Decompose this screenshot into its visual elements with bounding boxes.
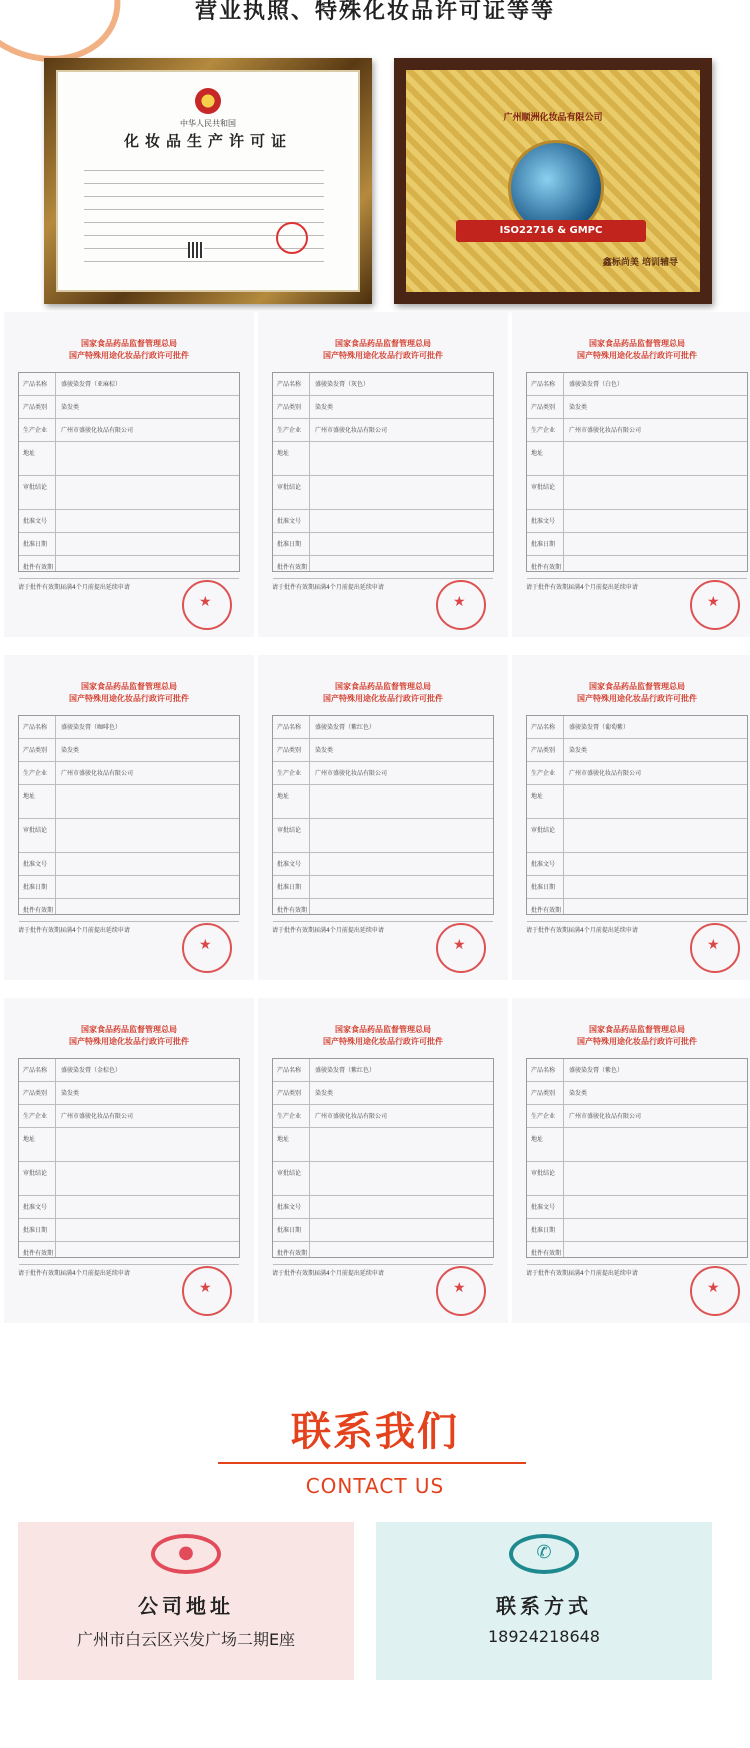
permit-subheading: 国产特殊用途化妆品行政许可批件 [577,351,697,360]
red-seal-icon [182,580,232,630]
permit-row [19,716,239,739]
permit-row [527,1105,747,1128]
permit-row-value: 盛骏染发膏（白色） [569,381,624,388]
permit-row-label: 产品名称 [531,724,556,731]
permit-row-label: 批准文号 [23,861,48,868]
permit-row [527,819,747,853]
permit-row [19,899,239,922]
license-subtitle: 中华人民共和国 [180,119,236,128]
permit-heading: 国家食品药品监督管理总局 [81,682,177,691]
permit-row-label: 地址 [531,1136,544,1143]
red-seal-icon [182,923,232,973]
permit-row [273,762,493,785]
phone-card [376,1522,712,1680]
permit-footer: 请于批件有效期届满4个月前提出延续申请 [272,584,384,591]
permit-row [19,876,239,899]
permit-heading: 国家食品药品监督管理总局 [81,339,177,348]
permit-row [273,396,493,419]
permit-row-label: 产品类别 [23,1090,48,1097]
permit-row [273,739,493,762]
permit-row-label: 产品类别 [23,747,48,754]
permit-row-label: 批准日期 [23,541,48,548]
permit-row-label: 审批结论 [23,827,48,834]
permit-row-label: 地址 [23,450,36,457]
permit-row-label: 生产企业 [23,1113,48,1120]
permit-row-label: 审批结论 [23,484,48,491]
permit-row [273,1128,493,1162]
permit-row [527,556,747,579]
permit-row [273,556,493,579]
permit-row-value: 染发类 [61,1090,80,1097]
address-value: 广州市白云区兴发广场二期E座 [76,1630,296,1649]
red-seal-icon [436,580,486,630]
permit-row-label: 批件有效期 [531,564,562,571]
permit-row [19,510,239,533]
permit-row [19,819,239,853]
license-title: 化妆品生产许可证 [123,132,292,150]
permit-row-label: 地址 [531,793,544,800]
permit-row [19,1128,239,1162]
permit-row [273,533,493,556]
permit-row [19,1219,239,1242]
permit-table [18,715,240,915]
permit-row [19,373,239,396]
plaque-ribbon: ISO22716 & GMPC [456,220,646,242]
permit-row-value: 盛骏染发膏（灰色） [315,381,370,388]
permit-row-label: 生产企业 [277,427,302,434]
permit-row-label: 审批结论 [23,1170,48,1177]
national-emblem-icon [195,88,221,114]
permit-row-value: 广州市盛骏化妆品有限公司 [315,1113,388,1120]
permit-row-value: 盛骏染发膏（紫红色） [315,724,376,731]
permit-table [18,372,240,572]
permit-row-value: 盛骏染发膏（紫红色） [315,1067,376,1074]
permit-heading: 国家食品药品监督管理总局 [81,1025,177,1034]
permit-row-value: 染发类 [61,404,80,411]
permit-row-value: 广州市盛骏化妆品有限公司 [61,770,134,777]
permit-row [273,1082,493,1105]
permit-row [273,419,493,442]
permit-row [19,556,239,579]
permit-heading: 国家食品药品监督管理总局 [335,682,431,691]
permit-heading: 国家食品药品监督管理总局 [589,1025,685,1034]
permit-row [273,1162,493,1196]
permit-row-value: 染发类 [569,747,588,754]
red-seal-icon [690,923,740,973]
permit-row [527,1162,747,1196]
permit-row-label: 批件有效期 [531,1250,562,1257]
permit-row-label: 产品名称 [531,381,556,388]
permit-row-value: 染发类 [315,404,334,411]
permit-document [258,312,508,637]
permit-row [19,533,239,556]
contact-subtitle: CONTACT US [305,1474,445,1498]
permit-table [526,715,748,915]
permit-row-label: 批件有效期 [23,1250,54,1257]
permit-row-label: 产品类别 [23,404,48,411]
production-license-frame [44,58,372,304]
permit-heading: 国家食品药品监督管理总局 [589,339,685,348]
permit-row [527,419,747,442]
production-license [56,70,360,292]
permit-row [273,899,493,922]
permit-row-label: 产品类别 [531,1090,556,1097]
permit-row-value: 广州市盛骏化妆品有限公司 [569,427,642,434]
permit-row-value: 染发类 [315,747,334,754]
permit-row [273,1219,493,1242]
phone-value[interactable]: 18924218648 [488,1627,600,1646]
permit-row-label: 批准日期 [531,1227,556,1234]
permit-table [526,372,748,572]
permit-row [527,442,747,476]
phone-label: 联系方式 [496,1594,592,1618]
permit-row-label: 生产企业 [531,427,556,434]
permit-subheading: 国产特殊用途化妆品行政许可批件 [323,351,443,360]
permit-row [273,1242,493,1265]
permit-subheading: 国产特殊用途化妆品行政许可批件 [577,694,697,703]
permit-row [527,853,747,876]
permit-row-label: 产品名称 [277,724,302,731]
permit-row-label: 产品名称 [23,381,48,388]
permit-row-label: 批准日期 [531,884,556,891]
permit-row [527,1219,747,1242]
permit-document [512,312,750,637]
address-card [18,1522,354,1680]
permit-row-value: 染发类 [569,1090,588,1097]
permit-table [272,372,494,572]
permit-table [272,715,494,915]
permit-row [527,533,747,556]
permit-document [4,998,254,1323]
permit-footer: 请于批件有效期届满4个月前提出延续申请 [526,1270,638,1277]
permit-row-value: 盛骏染发膏（紫色） [569,1067,624,1074]
permit-row-label: 批准文号 [277,861,302,868]
permit-row-value: 广州市盛骏化妆品有限公司 [315,427,388,434]
permit-row-label: 批准日期 [277,1227,302,1234]
permit-row [273,1059,493,1082]
permit-row-label: 产品类别 [531,747,556,754]
permit-document [4,312,254,637]
permit-footer: 请于批件有效期届满4个月前提出延续申请 [526,584,638,591]
permit-row-label: 地址 [531,450,544,457]
red-seal-icon [436,923,486,973]
permit-footer: 请于批件有效期届满4个月前提出延续申请 [18,927,130,934]
permit-row-value: 广州市盛骏化妆品有限公司 [569,770,642,777]
permit-document [512,998,750,1323]
permit-footer: 请于批件有效期届满4个月前提出延续申请 [18,1270,130,1277]
permit-row [273,1105,493,1128]
iso-plaque-frame [394,58,712,304]
permit-row [273,853,493,876]
phone-icon: ✆ [509,1534,579,1574]
permit-row-label: 批件有效期 [277,1250,308,1257]
permit-row-value: 染发类 [569,404,588,411]
permit-footer: 请于批件有效期届满4个月前提出延续申请 [526,927,638,934]
permit-subheading: 国产特殊用途化妆品行政许可批件 [577,1037,697,1046]
permit-row-label: 地址 [23,793,36,800]
permit-subheading: 国产特殊用途化妆品行政许可批件 [69,694,189,703]
permit-row-label: 生产企业 [23,770,48,777]
permit-table [526,1058,748,1258]
permit-row [527,739,747,762]
permit-row [19,785,239,819]
permit-document [258,998,508,1323]
permit-row [19,419,239,442]
permit-row [527,1242,747,1265]
permit-row [527,510,747,533]
page-heading: 营业执照、特殊化妆品许可证等等 [194,0,555,24]
permit-row [527,1196,747,1219]
permit-footer: 请于批件有效期届满4个月前提出延续申请 [272,927,384,934]
permit-row-label: 审批结论 [277,484,302,491]
permit-row-label: 批准文号 [531,1204,556,1211]
permit-heading: 国家食品药品监督管理总局 [335,339,431,348]
permit-row-label: 产品名称 [277,381,302,388]
iso-plaque [406,70,700,292]
permit-document [258,655,508,980]
permit-row-label: 生产企业 [277,1113,302,1120]
permit-row-label: 产品类别 [277,404,302,411]
permit-footer: 请于批件有效期届满4个月前提出延续申请 [18,584,130,591]
permit-row [527,716,747,739]
permit-row-label: 产品名称 [531,1067,556,1074]
permit-row-label: 产品类别 [277,747,302,754]
permit-row [19,1082,239,1105]
permit-row [19,1059,239,1082]
permit-subheading: 国产特殊用途化妆品行政许可批件 [323,1037,443,1046]
permit-row [273,876,493,899]
address-label: 公司地址 [138,1594,234,1618]
location-pin-icon: ● [151,1534,221,1574]
permit-document [4,655,254,980]
permit-footer: 请于批件有效期届满4个月前提出延续申请 [272,1270,384,1277]
permit-row-label: 批件有效期 [277,564,308,571]
permit-subheading: 国产特殊用途化妆品行政许可批件 [69,1037,189,1046]
permit-row-value: 染发类 [61,747,80,754]
permit-row-value: 盛骏染发膏（葡萄紫） [569,724,630,731]
permit-row-label: 批准文号 [277,518,302,525]
permit-row [273,785,493,819]
permit-row [527,785,747,819]
permit-row-label: 地址 [277,793,290,800]
permit-row [527,899,747,922]
permit-row [273,510,493,533]
permit-row-label: 生产企业 [531,770,556,777]
permit-row-value: 广州市盛骏化妆品有限公司 [315,770,388,777]
permit-row-label: 生产企业 [277,770,302,777]
permit-row [273,716,493,739]
permit-row [273,442,493,476]
permit-row-label: 批准文号 [23,1204,48,1211]
permit-row-label: 地址 [23,1136,36,1143]
permit-row-value: 广州市盛骏化妆品有限公司 [61,1113,134,1120]
permit-row-label: 产品名称 [277,1067,302,1074]
permit-row [19,1162,239,1196]
permit-row-label: 审批结论 [277,1170,302,1177]
permit-row [527,1082,747,1105]
permit-row [527,876,747,899]
permit-row-label: 产品名称 [23,724,48,731]
plaque-footer: 鑫标尚美 培训辅导 [602,258,678,268]
permit-row-label: 批件有效期 [23,564,54,571]
permit-row [273,373,493,396]
permit-row [273,819,493,853]
permit-row [527,396,747,419]
permit-row [527,1059,747,1082]
permit-row [19,396,239,419]
permit-subheading: 国产特殊用途化妆品行政许可批件 [69,351,189,360]
permit-row-label: 批准日期 [23,884,48,891]
permit-row-label: 审批结论 [531,1170,556,1177]
permit-row [19,442,239,476]
red-seal-icon [690,580,740,630]
red-seal-icon [182,1266,232,1316]
permit-row [527,762,747,785]
permit-row-value: 广州市盛骏化妆品有限公司 [61,427,134,434]
permit-table [18,1058,240,1258]
permit-row-label: 产品类别 [277,1090,302,1097]
permit-row-label: 批件有效期 [531,907,562,914]
permit-row-label: 审批结论 [531,484,556,491]
red-seal-icon [436,1266,486,1316]
license-seal-icon [276,222,308,254]
permit-document [512,655,750,980]
permit-row-label: 生产企业 [23,427,48,434]
permit-row-label: 生产企业 [531,1113,556,1120]
contact-title: 联系我们 [291,1409,459,1455]
permit-row-value: 盛骏染发膏（咖啡色） [61,724,122,731]
permit-row [19,762,239,785]
permit-row-label: 产品名称 [23,1067,48,1074]
permit-row-label: 批准文号 [531,861,556,868]
permit-heading: 国家食品药品监督管理总局 [335,1025,431,1034]
permit-row-value: 盛骏染发膏（亚麻棕） [61,381,122,388]
permit-row-label: 批准文号 [531,518,556,525]
divider [218,1462,526,1464]
permit-row [273,476,493,510]
permit-row [273,1196,493,1219]
permit-row-label: 地址 [277,450,290,457]
permit-table [272,1058,494,1258]
permit-row-value: 染发类 [315,1090,334,1097]
permit-row-value: 广州市盛骏化妆品有限公司 [569,1113,642,1120]
permit-subheading: 国产特殊用途化妆品行政许可批件 [323,694,443,703]
permit-row-label: 批准文号 [23,518,48,525]
permit-row [19,1242,239,1265]
permit-row-label: 批准日期 [277,884,302,891]
permit-heading: 国家食品药品监督管理总局 [589,682,685,691]
permit-row-value: 盛骏染发膏（金棕色） [61,1067,122,1074]
qr-code-icon [188,242,204,258]
permit-row-label: 地址 [277,1136,290,1143]
permit-row [19,853,239,876]
permit-row [19,1196,239,1219]
permit-row-label: 批准日期 [23,1227,48,1234]
plaque-company: 广州顺洲化妆品有限公司 [503,113,603,123]
permit-row-label: 产品类别 [531,404,556,411]
permit-row-label: 批准文号 [277,1204,302,1211]
permit-row [19,476,239,510]
permit-row-label: 批准日期 [531,541,556,548]
permit-row [527,1128,747,1162]
permit-row [19,739,239,762]
permit-row-label: 审批结论 [277,827,302,834]
red-seal-icon [690,1266,740,1316]
permit-row [527,373,747,396]
permit-row-label: 批件有效期 [277,907,308,914]
permit-row-label: 批件有效期 [23,907,54,914]
permit-row-label: 批准日期 [277,541,302,548]
permit-row-label: 审批结论 [531,827,556,834]
permit-row [527,476,747,510]
permit-row [19,1105,239,1128]
